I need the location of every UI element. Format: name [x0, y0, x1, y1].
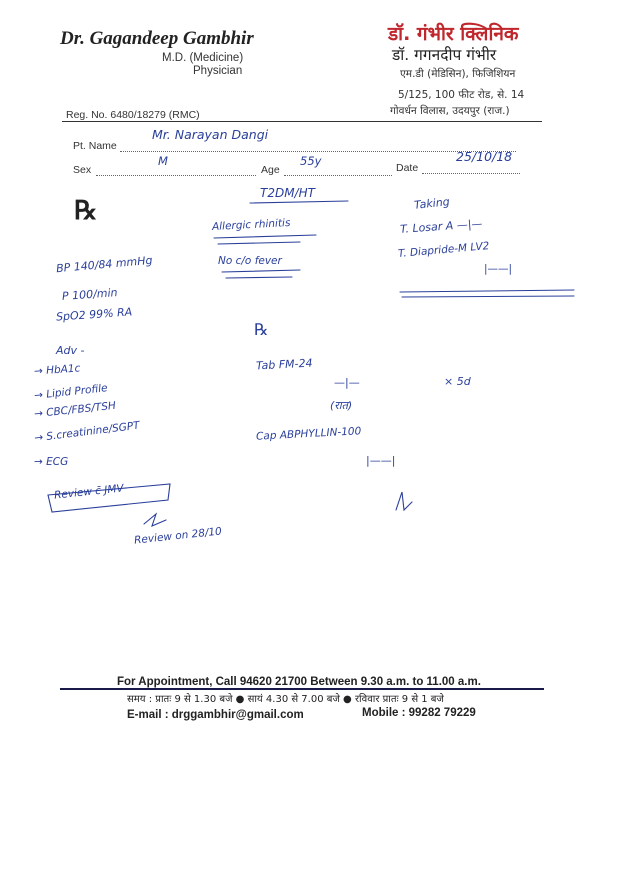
diagnosis: T2DM/HT — [260, 186, 315, 200]
qualification: M.D. (Medicine) — [162, 52, 244, 64]
vital-pulse: P 100/min — [61, 286, 118, 303]
taking-label: Taking — [413, 195, 451, 212]
appointment-info: For Appointment, Call 94620 21700 Between 9.30 a.m. to 11.00 a.m. — [117, 676, 481, 688]
doctor-name: Dr. Gagandeep Gambhir — [60, 28, 254, 49]
allergy-underline-2 — [218, 242, 300, 244]
no-fever-underline-2 — [226, 277, 292, 278]
clinic-timing: समय : प्रातः 9 से 1.30 बजे ● सायं 4.30 से 7.00 बजे ● रविवार प्रातः 9 से 1 बजे — [127, 694, 444, 705]
sex-value: M — [158, 154, 168, 168]
prescription-1-name: Tab FM-24 — [255, 356, 313, 373]
taking-med-2: T. Diapride-M LV2 — [397, 240, 490, 260]
footer-divider — [60, 688, 544, 690]
prescription-2-name: Cap ABPHYLLIN-100 — [255, 425, 362, 443]
advice-cbc: → CBC/FBS/TSH — [33, 399, 117, 421]
review-date: Review on 28/10 — [133, 525, 223, 547]
address-line-2: गोवर्धन विलास, उदयपुर (राज.) — [390, 105, 510, 117]
signature-1 — [144, 514, 166, 526]
review-note: Review c̄ JMV — [53, 482, 125, 502]
prescription-1-duration: × 5d — [444, 375, 471, 388]
advice-hba1c: → HbA1c — [33, 362, 81, 378]
no-fever-underline-1 — [222, 270, 300, 272]
qualification-hindi: एम.डी (मेडिसिन), फिजिशियन — [400, 68, 516, 80]
age-value: 55y — [300, 154, 322, 168]
registration-number: Reg. No. 6480/18279 (RMC) — [66, 109, 200, 121]
age-label: Age — [261, 164, 280, 176]
advice-creatinine: → S.creatinine/SGPT — [33, 419, 141, 445]
doctor-name-hindi: डॉ. गगनदीप गंभीर — [392, 46, 497, 64]
taking-med-2-dose: |——| — [484, 263, 513, 275]
advice-ecg: → ECG — [34, 456, 69, 468]
vital-bp: BP 140/84 mmHg — [55, 253, 153, 276]
rx-handwritten-mark: ℞ — [254, 320, 269, 339]
allergy-note: Allergic rhinitis — [211, 216, 291, 234]
rx-symbol: ℞ — [74, 196, 98, 225]
vital-spo2: SpO2 99% RA — [55, 305, 133, 324]
advice-label: Adv - — [56, 344, 85, 357]
address-line-1: 5/125, 100 फीट रोड, से. 14 — [398, 89, 525, 101]
patient-name-value: Mr. Narayan Dangi — [152, 127, 269, 142]
date-label: Date — [396, 162, 419, 174]
taking-med-1: T. Losar A —|— — [399, 217, 483, 236]
allergy-underline-1 — [214, 235, 316, 238]
advice-lipid-profile: → Lipid Profile — [33, 382, 109, 402]
taking-underline-2 — [402, 296, 574, 297]
designation: Physician — [193, 65, 243, 77]
no-fever-note: No c/o fever — [218, 255, 282, 267]
review-box — [48, 484, 170, 512]
signature-2 — [396, 492, 412, 510]
diagnosis-underline — [250, 201, 348, 203]
prescription-2-dose: |——| — [366, 454, 396, 467]
clinic-name-hindi: डॉ. गंभीर क्लिनिक — [388, 23, 519, 45]
taking-underline-1 — [400, 290, 574, 292]
patient-name-label: Pt. Name — [73, 140, 117, 152]
prescription-1-instruction: (रात) — [330, 399, 353, 412]
sex-label: Sex — [73, 164, 92, 176]
date-value: 25/10/18 — [456, 149, 513, 164]
clinic-mobile: Mobile : 99282 79229 — [362, 707, 476, 719]
clinic-email: E-mail : drggambhir@gmail.com — [127, 709, 304, 721]
prescription-1-dose: —|— — [334, 376, 360, 389]
